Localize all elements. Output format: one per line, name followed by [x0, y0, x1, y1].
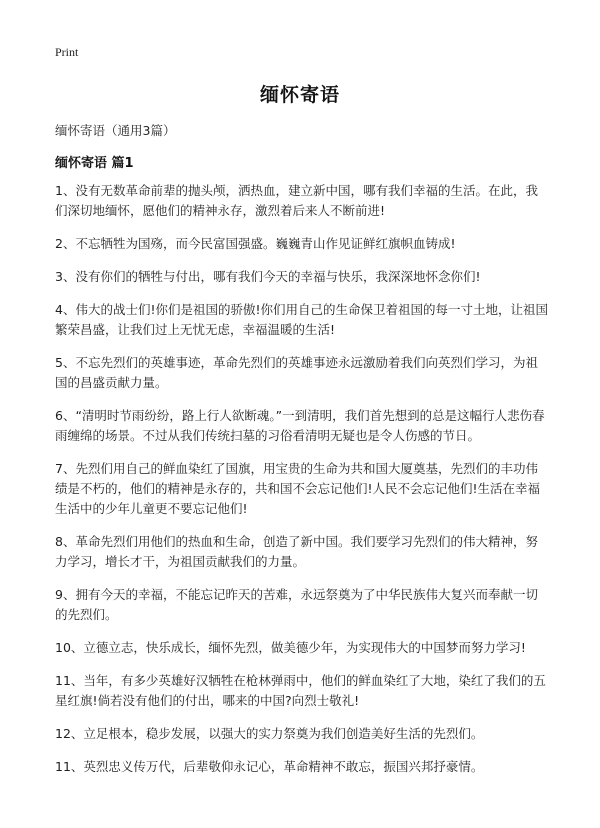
paragraph-5: 5、不忘先烈们的英雄事迹，革命先烈们的英雄事迹永远激励着我们向英烈们学习，为祖国的昌盛贡献力量。: [55, 355, 538, 390]
paragraph-4: 4、伟大的战士们!你们是祖国的骄傲!你们用自己的生命保卫着祖国的每一寸土地，让祖国繁荣昌盛，让我们过上无忧无虑，幸福温暖的生活!: [55, 302, 548, 337]
paragraph-10: 10、立德立志，快乐成长，缅怀先烈，做美德少年，为实现伟大的中国梦而努力学习!: [55, 640, 526, 655]
paragraph-1: 1、没有无数革命前辈的抛头颅，洒热血，建立新中国，哪有我们幸福的生活。在此，我们深切地缅怀，愿他们的精神永存，激烈着后来人不断前进!: [55, 183, 538, 218]
document-subtitle: 缅怀寄语（通用3篇）: [55, 123, 176, 138]
paragraph-9: 9、拥有今天的幸福，不能忘记昨天的苦难，永远祭奠为了中华民族伟大复兴而奉献一切的先烈们。: [55, 587, 538, 622]
paragraph-12: 12、立足根本，稳步发展，以强大的实力祭奠为我们创造美好生活的先烈们。: [55, 726, 484, 741]
paragraph-2: 2、不忘牺牲为国殇，而今民富国强盛。巍巍青山作见证鲜红旗帜血铸成!: [55, 236, 456, 251]
paragraph-8: 8、革命先烈们用他们的热血和生命，创造了新中国。我们要学习先烈们的伟大精神，努力学习，增长才干，为祖国贡献我们的力量。: [55, 534, 538, 569]
paragraph-3: 3、没有你们的牺牲与付出，哪有我们今天的幸福与快乐，我深深地怀念你们!: [55, 269, 481, 284]
print-label: Print: [55, 45, 79, 59]
section-heading: 缅怀寄语 篇1: [55, 156, 134, 171]
paragraph-11: 11、当年，有多少英雄好汉牺牲在枪林弹雨中，他们的鲜血染红了大地，染红了我们的五星红旗!倘若没有他们的付出，哪来的中国?向烈士敬礼!: [55, 673, 546, 708]
paragraph-7: 7、先烈们用自己的鲜血染红了国旗，用宝贵的生命为共和国大厦奠基，先烈们的丰功伟绩是不朽的，他们的精神是永存的，共和国不会忘记他们!人民不会忘记他们!生活在幸福生活中的少年儿童更不要忘记他们!: [55, 461, 541, 516]
paragraph-list: [55, 181, 550, 790]
paragraph-13: 11、英烈忠义传万代，后辈敬仰永记心，革命精神不敢忘，振国兴邦抒豪情。: [55, 759, 484, 774]
page-title: 缅怀寄语: [259, 84, 340, 106]
paragraph-6: 6、“清明时节雨纷纷，路上行人欲断魂。”一到清明，我们首先想到的总是这幅行人悲伤春雨缠绵的场景。不过从我们传统扫墓的习俗看清明无疑也是令人伤感的节日。: [55, 408, 545, 443]
